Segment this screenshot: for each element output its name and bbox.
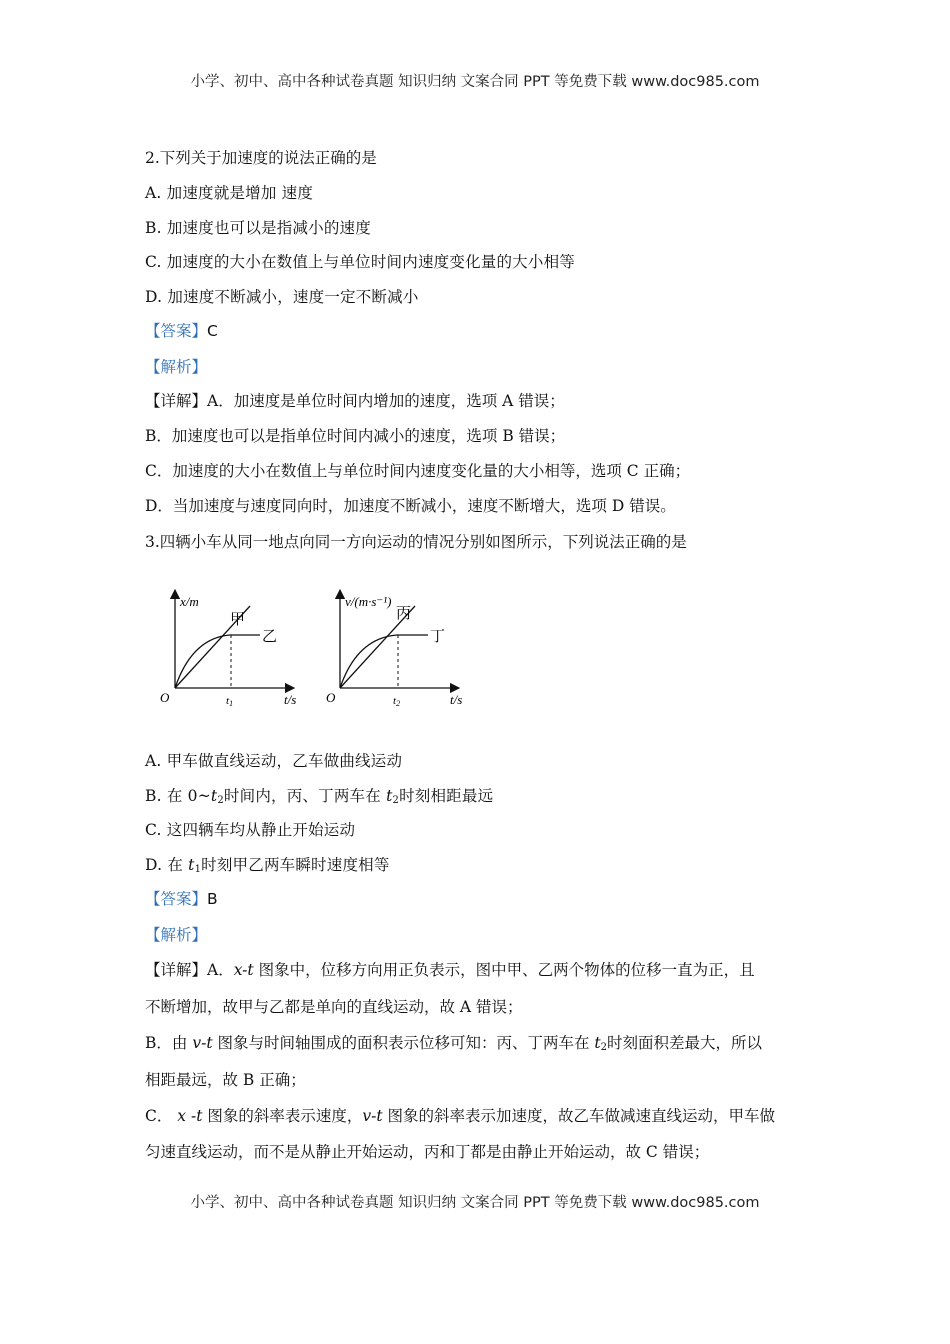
q3-stem: 3.四辆小车从同一地点向同一方向运动的情况分别如图所示，下列说法正确的是: [145, 533, 687, 551]
q2-option-a: A. 加速度就是增加 速度: [145, 184, 314, 202]
q2-answer-label: 【答案】: [145, 322, 208, 340]
vt-graph: [326, 594, 462, 708]
vt-tick: t2: [393, 695, 401, 708]
xt-y-label: x/m: [180, 594, 199, 609]
q2-analysis-label: 【解析】: [145, 358, 208, 376]
q2-stem: 2.下列关于加速度的说法正确的是: [145, 149, 377, 167]
vt-x-label: t/s: [450, 692, 463, 707]
q3-option-c: C. 这四辆车均从静止开始运动: [145, 821, 356, 839]
xt-label-jia: 甲: [230, 612, 246, 628]
q2-detail-a: 【详解】A．加速度是单位时间内增加的速度，选项 A 错误；: [145, 392, 565, 410]
xt-x-label: t/s: [284, 692, 297, 707]
q3-answer: [145, 887, 218, 909]
vt-label-bing: 丙: [396, 606, 412, 622]
q3-option-b: B. 在 $0\sim t_2$时间内，丙、丁两车在 $t_2$时刻相距最远: [145, 787, 494, 806]
q3-figure: [150, 580, 490, 720]
xt-curve-yi: [175, 635, 260, 688]
page-header: 小学、初中、高中各种试卷真题 知识归纳 文案合同 PPT 等免费下载 www.doc985.com: [190, 74, 760, 90]
vt-y-label: v/(m·s⁻¹): [345, 594, 392, 609]
q3-option-d: D. 在 $t_1$时刻甲乙两车瞬时速度相等: [145, 856, 390, 875]
xt-label-yi: 乙: [262, 629, 278, 645]
q2-answer: [145, 319, 218, 341]
q3-detail-b-cont: 相距最远，故 B 正确；: [145, 1071, 306, 1089]
q3-detail-a: 【详解】A．x-t 图象中，位移方向用正负表示，图中甲、乙两个物体的位移一直为正，且: [145, 961, 755, 979]
q2-answer-value: C: [207, 322, 218, 340]
q3-answer-value: B: [207, 890, 218, 908]
q3-detail-c-cont: 匀速直线运动，而不是从静止开始运动，丙和丁都是由静止开始运动，故 C 错误；: [145, 1143, 710, 1161]
q3-detail-b: B．由 v-t 图象与时间轴围成的面积表示位移可知：丙、丁两车在 $t_2$时刻面积差最大，所以: [145, 1034, 763, 1053]
q2-option-d: D. 加速度不断减小，速度一定不断减小: [145, 288, 419, 306]
page-footer: 小学、初中、高中各种试卷真题 知识归纳 文案合同 PPT 等免费下载 www.doc985.com: [190, 1195, 760, 1211]
vt-label-ding: 丁: [430, 629, 446, 645]
xt-graph: [160, 594, 296, 708]
q2-detail-b: B．加速度也可以是指单位时间内减小的速度，选项 B 错误；: [145, 427, 566, 445]
q3-option-a: A. 甲车做直线运动，乙车做曲线运动: [145, 752, 403, 770]
xt-origin: O: [160, 690, 170, 705]
q3-detail-a-cont: 不断增加，故甲与乙都是单向的直线运动，故 A 错误；: [145, 998, 523, 1016]
q2-detail-d: D．当加速度与速度同向时，加速度不断减小，速度不断增大，选项 D 错误。: [145, 497, 676, 515]
q2-option-b: B. 加速度也可以是指减小的速度: [145, 219, 371, 237]
q3-analysis-label: 【解析】: [145, 926, 208, 944]
q2-option-c: C. 加速度的大小在数值上与单位时间内速度变化量的大小相等: [145, 253, 575, 271]
q3-answer-label: 【答案】: [145, 890, 208, 908]
vt-origin: O: [326, 690, 336, 705]
q2-detail-c: C．加速度的大小在数值上与单位时间内速度变化量的大小相等，选项 C 正确；: [145, 462, 691, 480]
vt-curve-ding: [340, 635, 428, 688]
xt-tick: t1: [226, 695, 234, 708]
q3-detail-c: C． x -t 图象的斜率表示速度，v-t 图象的斜率表示加速度，故乙车做减速直线运动，甲车做: [145, 1107, 776, 1125]
